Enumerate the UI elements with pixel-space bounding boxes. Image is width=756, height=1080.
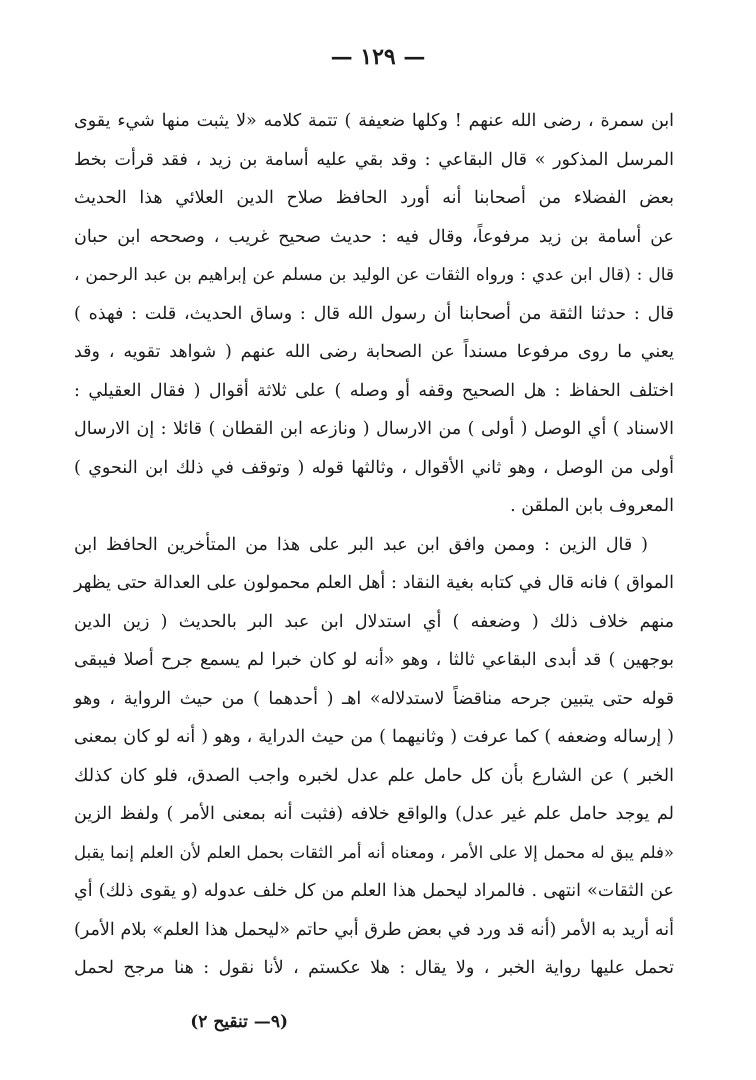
text-line: المواق ) فانه قال في كتابه بغية النقاد : أهل العلم محمولون على العدالة حتى يظهر (74, 573, 674, 593)
text-line: يعني ما روى مرفوعا مسنداً عن الصحابة رضى الله عنهم ( شواهد تقويه ، وقد (74, 342, 674, 362)
text-line: منهم خلاف ذلك ( وضعفه ) أي استدلال ابن عبد البر بالحديث ( زين الدين (74, 611, 674, 632)
text-line: بوجهين ) قد أبدى البقاعي ثالثا ، وهو «أنه لو كان خبرا لم يسمع جرح أصلا فيبقى (74, 650, 674, 670)
text-line: قال : حدثنا الثقة من أصحابنا أن رسول الله قال : وساق الحديث، قلت : فهذه ) (74, 303, 674, 324)
text-line: قال : (قال ابن عدي : ورواه الثقات عن الوليد بن مسلم عن إبراهيم بن عبد الرحمن ، (74, 265, 674, 285)
signature-mark: (٩— تنقيح ٢) (190, 1012, 288, 1032)
text-line: عن الثقات» انتهى . فالمراد ليحمل هذا العلم من كل خلف عدوله (و يقوى ذلك) أي (74, 881, 674, 901)
text-line: المرسل المذكور » قال البقاعي : وقد بقي عليه أسامة بن زيد ، فقد قرأت بخط (74, 149, 674, 170)
text-line: قوله حتى يتبين جرحه مناقضاً لاستدلاله» اهـ ( أحدهما ) من حيث الرواية ، وهو (74, 688, 674, 709)
paragraph-end-line: المعروف بابن الملقن . (510, 496, 674, 516)
text-line: «فلم يبق له محمل إلا على الأمر ، ومعناه أنه أمر الثقات بحمل العلم لأن العلم إنما يقبل (74, 842, 674, 862)
text-line: أولى من الوصل ، وهو ثاني الأقوال ، وثالثها قوله ( وتوقف في ذلك ابن النحوي ) (74, 457, 674, 478)
body-text (74, 102, 674, 988)
text-line: ( إرساله وضعفه ) كما عرفت ( وثانيهما ) من حيث الدراية ، وهو ( أنه لو كان بمعنى (74, 727, 674, 747)
text-line: اختلف الحفاظ : هل الصحيح وقفه أو وصله ) على ثلاثة أقوال ( فقال العقيلي : (74, 380, 674, 401)
text-line: ابن سمرة ، رضى الله عنهم ! وكلها ضعيفة ) تتمة كلامه «لا يثبت منها شيء يقوى (74, 111, 674, 131)
page-number: — ١٢٩ — (330, 44, 426, 70)
text-line: الاسناد ) أي الوصل ( أولى ) من الارسال ( ونازعه ابن القطان ) قائلا : إن الارسال (74, 419, 674, 439)
text-line: بعض الفضلاء من أصحابنا أنه أورد الحافظ صلاح الدين العلائي هذا الحديث (74, 188, 674, 208)
text-line: أنه أريد به الأمر (أنه قد ورد في بعض طرق أبي حاتم «ليحمل هذا العلم» بلام الأمر) (74, 919, 674, 940)
text-line: عن أسامة بن زيد مرفوعاً، وقال فيه : حديث صحيح غريب ، وصححه ابن حبان (74, 226, 674, 247)
text-line: لم يوجد حامل علم غير عدل) والواقع خلافه (فثبت أنه بمعنى الأمر ) ولفظ الزين (74, 804, 674, 824)
text-line: الخبر ) عن الشارع بأن كل حامل علم عدل لخبره واجب الصدق، فلو كان كذلك (74, 765, 674, 786)
text-line: تحمل عليها رواية الخبر ، ولا يقال : هلا عكستم ، لأنا نقول : هنا مرجح لحمل (74, 958, 674, 978)
paragraph-start-line: ( قال الزين : وممن وافق ابن عبد البر على هذا من المتأخرين الحافظ ابن (74, 534, 648, 555)
